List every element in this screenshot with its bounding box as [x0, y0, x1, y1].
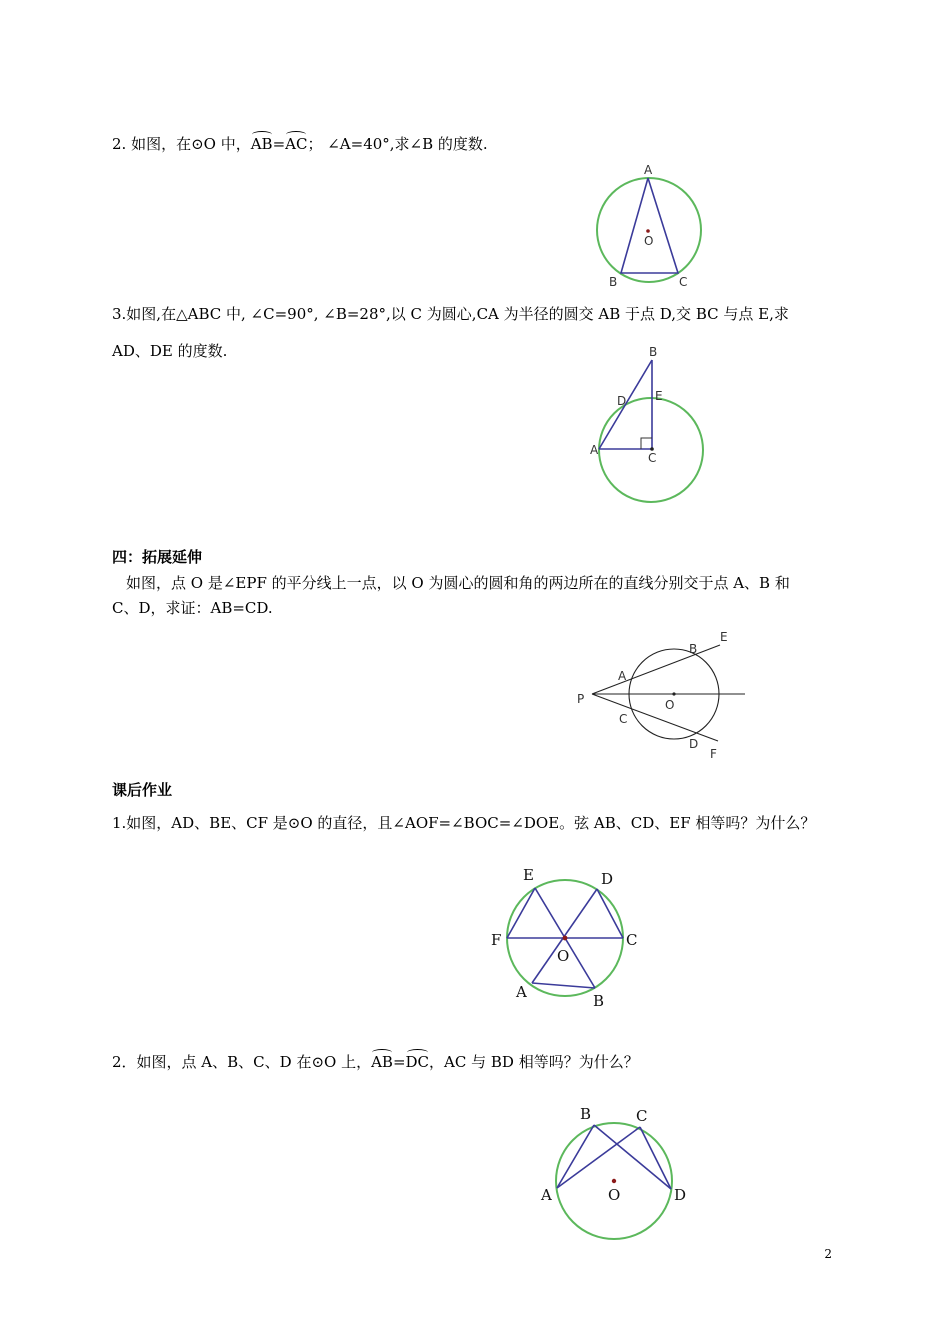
label-a: A: [644, 163, 653, 177]
problem-3-suffix: 的度数.: [177, 342, 228, 360]
problem-2-suffix: ； ∠A=40°,求∠B 的度数.: [307, 135, 488, 153]
problem-3-line-1: 3.如图,在△ABC 中, ∠C=90°, ∠B=28°,以 C 为圆心,CA 为半径的圆交 AB 于点 D,交 BC 与点 E,求: [112, 305, 789, 323]
label-a: A: [541, 1186, 552, 1204]
label-e: E: [720, 630, 728, 644]
homework-q2-suffix: ，AC 与 BD 相等吗？为什么？: [429, 1053, 639, 1071]
problem-3-prefix: AD、DE: [112, 342, 178, 360]
section-4-line-1: 如图，点 O 是∠EPF 的平分线上一点，以 O 为圆心的圆和角的两边所在的直线分别交于点 A、B 和: [126, 574, 790, 592]
label-c: C: [619, 712, 628, 726]
equals-sign: =: [392, 1053, 406, 1071]
right-angle-mark: [641, 438, 652, 449]
center-point: [672, 692, 675, 695]
label-c: C: [636, 1107, 648, 1125]
label-f: F: [710, 747, 717, 761]
page-number: 2: [824, 1247, 832, 1261]
triangle-abc: [621, 178, 678, 273]
homework-heading: 课后作业: [112, 781, 173, 799]
chord-bd: [594, 1125, 671, 1189]
label-c: C: [648, 451, 657, 465]
label-b: B: [649, 345, 658, 359]
chord-ef: [507, 888, 535, 938]
chord-ac: [557, 1127, 640, 1188]
label-e: E: [655, 389, 663, 403]
label-o: O: [644, 234, 654, 248]
figure-angle-bisector-circle: [570, 625, 760, 765]
homework-q1: 1.如图，AD、BE、CF 是⊙O 的直径，且∠AOF=∠BOC=∠DOE。弦 AB、CD、EF 相等吗？为什么？: [112, 814, 816, 832]
label-o: O: [665, 698, 675, 712]
figure-three-diameters: [485, 862, 645, 1012]
homework-q2: [112, 1052, 639, 1072]
homework-q2-prefix: 2．如图，点 A、B、C、D 在⊙O 上，: [112, 1053, 372, 1071]
figure-right-triangle-circle: [585, 338, 715, 508]
label-d: D: [617, 394, 627, 408]
label-b: B: [609, 275, 618, 289]
label-d: D: [689, 737, 699, 751]
label-e: E: [523, 866, 534, 884]
figure-four-points-circle: [535, 1100, 695, 1240]
chord-cd: [597, 889, 623, 938]
problem-3-line-2: [112, 341, 227, 361]
label-a: A: [618, 669, 627, 683]
problem-2-prefix: 2. 如图，在⊙O 中，: [112, 135, 251, 153]
arc-ab: AB: [371, 1053, 393, 1071]
label-b: B: [593, 992, 605, 1010]
label-a: A: [516, 983, 527, 1001]
label-a: A: [590, 443, 599, 457]
section-4-line-2: C、D，求证：AB=CD.: [112, 599, 273, 617]
label-o: O: [608, 1186, 621, 1204]
chord-ab: [557, 1125, 594, 1188]
label-p: P: [577, 692, 585, 706]
label-c: C: [626, 931, 638, 949]
equals-sign: =: [272, 135, 286, 153]
ray-pf: [592, 694, 718, 741]
center-point: [563, 936, 568, 941]
figure-triangle-in-circle: [585, 160, 715, 295]
center-point: [612, 1179, 616, 1183]
label-c: C: [679, 275, 688, 289]
label-b: B: [689, 642, 698, 656]
arc-dc: DC: [405, 1053, 430, 1071]
arc-ab: AB: [250, 135, 273, 153]
label-f: F: [491, 931, 502, 949]
label-o: O: [557, 947, 570, 965]
label-b: B: [580, 1105, 592, 1123]
arc-ac: AC: [285, 135, 308, 153]
section-4-heading: 四：拓展延伸: [112, 548, 203, 566]
label-d: D: [601, 870, 614, 888]
problem-2-text: [112, 134, 488, 154]
chord-ab: [532, 983, 595, 988]
center-point: [646, 229, 650, 233]
label-d: D: [674, 1186, 687, 1204]
